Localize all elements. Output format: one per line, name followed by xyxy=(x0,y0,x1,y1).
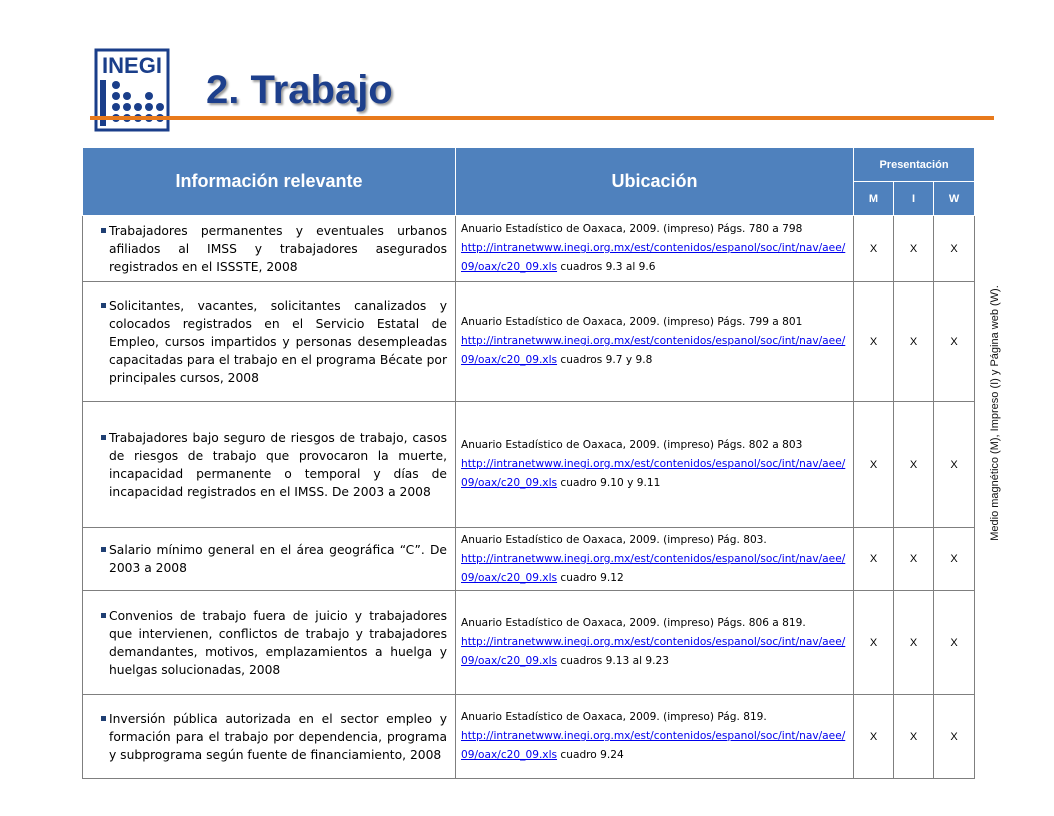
bullet-icon xyxy=(101,303,106,308)
mark-i: X xyxy=(894,695,934,779)
info-cell xyxy=(83,402,456,528)
table-row xyxy=(83,695,975,779)
ubicacion-cell xyxy=(456,591,854,695)
cuadros-text: cuadros 9.13 al 9.23 xyxy=(560,655,670,667)
page-title: 2. Trabajo xyxy=(206,68,393,112)
source-link[interactable]: http://intranetwww.inegi.org.mx/est/contenidos/espanol/soc/int/nav/aee/09/oax/c20_09.xls xyxy=(461,242,846,273)
mark-w: X xyxy=(934,695,975,779)
header-m: M xyxy=(854,182,894,216)
info-text: Salario mínimo general en el área geográfica “C”. De 2003 a 2008 xyxy=(109,543,447,575)
info-text: Trabajadores permanentes y eventuales urbanos afiliados al IMSS y trabajadores asegurados registrados en el ISSSTE, 2008 xyxy=(109,223,447,274)
ubicacion-cell xyxy=(456,402,854,528)
mark-i: X xyxy=(894,591,934,695)
cuadros-text: cuadro 9.12 xyxy=(560,571,624,584)
header-ubicacion: Ubicación xyxy=(456,148,854,216)
info-text: Solicitantes, vacantes, solicitantes canalizados y colocados registrados en el Servicio Estatal de Empleo, cursos impartidos y personas desempleadas capacitadas para el trabajo en el programa Bécate por principales cursos, 2008 xyxy=(109,298,447,385)
table-row xyxy=(83,282,975,402)
source-text: Anuario Estadístico de Oaxaca, 2009. (impreso) Págs. 799 a 801 xyxy=(461,316,803,328)
info-text: Trabajadores bajo seguro de riesgos de trabajo, casos de riesgos de trabajo que provocaron la muerte, incapacidad permanente o temporal y días de incapacidad registrados en el IMSS. De 2003 a 2008 xyxy=(109,430,447,499)
mark-m: X xyxy=(854,695,894,779)
ubicacion-cell xyxy=(456,216,854,282)
info-cell xyxy=(83,216,456,282)
table-row xyxy=(83,402,975,528)
info-text: Inversión pública autorizada en el sector empleo y formación para el trabajo por dependencia, programa y subprograma según fuente de financiamiento, 2008 xyxy=(109,711,447,762)
source-link[interactable]: http://intranetwww.inegi.org.mx/est/contenidos/espanol/soc/int/nav/aee/09/oax/c20_09.xls xyxy=(461,636,846,667)
mark-i: X xyxy=(894,528,934,591)
cuadros-text: cuadros 9.3 al 9.6 xyxy=(560,261,656,273)
bullet-icon xyxy=(101,547,106,552)
source-text: Anuario Estadístico de Oaxaca, 2009. (impreso) Págs. 780 a 798 xyxy=(461,223,803,235)
info-cell xyxy=(83,528,456,591)
presentation-legend-text: Medio magnético (M), Impreso (I) y Página web (W). xyxy=(989,285,1001,541)
info-text: Convenios de trabajo fuera de juicio y trabajadores que intervienen, conflictos de trabajo y trabajadores demandantes, motivos, emplazamientos a huelga y huelgas solucionadas, 2008 xyxy=(109,608,447,677)
mark-w: X xyxy=(934,216,975,282)
source-text: Anuario Estadístico de Oaxaca, 2009. (impreso) Págs. 802 a 803 xyxy=(461,439,803,451)
mark-m: X xyxy=(854,591,894,695)
bullet-icon xyxy=(101,716,106,721)
ubicacion-cell xyxy=(456,282,854,402)
mark-w: X xyxy=(934,282,975,402)
header-informacion-relevante: Información relevante xyxy=(83,148,456,216)
bullet-icon xyxy=(101,613,106,618)
mark-w: X xyxy=(934,528,975,591)
information-table xyxy=(82,147,975,779)
source-link[interactable]: http://intranetwww.inegi.org.mx/est/contenidos/espanol/soc/int/nav/aee/09/oax/c20_09.xls xyxy=(461,335,846,366)
source-link[interactable]: http://intranetwww.inegi.org.mx/est/contenidos/espanol/soc/int/nav/aee/09/oax/c20_09.xls xyxy=(461,730,846,761)
mark-m: X xyxy=(854,528,894,591)
mark-i: X xyxy=(894,402,934,528)
source-text: Anuario Estadístico de Oaxaca, 2009. (impreso) Pág. 819. xyxy=(461,711,767,723)
header-presentacion: Presentación xyxy=(854,148,975,182)
mark-m: X xyxy=(854,216,894,282)
ubicacion-cell xyxy=(456,695,854,779)
source-text: Anuario Estadístico de Oaxaca, 2009. (impreso) Pág. 803. xyxy=(461,533,767,546)
cuadros-text: cuadros 9.7 y 9.8 xyxy=(560,354,653,366)
mark-w: X xyxy=(934,402,975,528)
source-text: Anuario Estadístico de Oaxaca, 2009. (impreso) Págs. 806 a 819. xyxy=(461,617,806,629)
title-underline xyxy=(90,116,994,120)
info-cell xyxy=(83,591,456,695)
mark-m: X xyxy=(854,282,894,402)
table-row xyxy=(83,528,975,591)
bullet-icon xyxy=(101,228,106,233)
logo-text: INEGI xyxy=(102,53,162,78)
source-link[interactable]: http://intranetwww.inegi.org.mx/est/contenidos/espanol/soc/int/nav/aee/09/oax/c20_09.xls xyxy=(461,458,846,489)
mark-w: X xyxy=(934,591,975,695)
ubicacion-cell xyxy=(456,528,854,591)
header-w: W xyxy=(934,182,975,216)
info-cell xyxy=(83,282,456,402)
header-i: I xyxy=(894,182,934,216)
mark-i: X xyxy=(894,282,934,402)
bullet-icon xyxy=(101,435,106,440)
presentation-legend xyxy=(984,256,1006,570)
info-cell xyxy=(83,695,456,779)
mark-i: X xyxy=(894,216,934,282)
table-row xyxy=(83,591,975,695)
cuadros-text: cuadro 9.10 y 9.11 xyxy=(560,477,661,489)
table-row xyxy=(83,216,975,282)
cuadros-text: cuadro 9.24 xyxy=(560,749,624,761)
source-link[interactable]: http://intranetwww.inegi.org.mx/est/contenidos/espanol/soc/int/nav/aee/09/oax/c20_09.xls xyxy=(461,552,846,584)
mark-m: X xyxy=(854,402,894,528)
